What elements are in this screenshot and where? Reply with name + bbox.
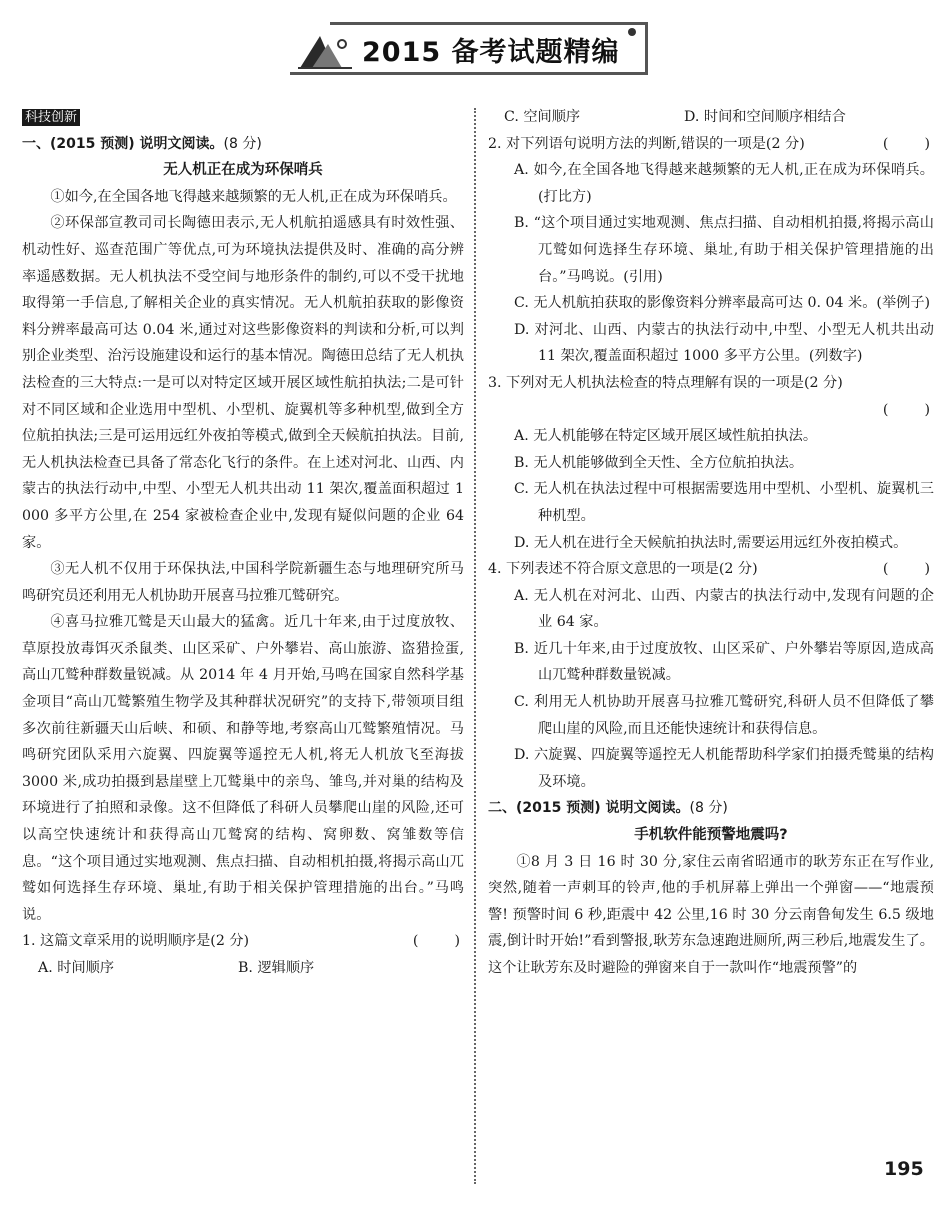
category-tag: 科技创新 <box>22 109 80 126</box>
answer-blank[interactable]: ( ) <box>882 401 930 418</box>
page-number: 195 <box>884 1158 924 1180</box>
article-paragraph: ①如今,在全国各地飞得越来越频繁的无人机,正在成为环保哨兵。 <box>50 188 457 205</box>
question-4-text: 4. 下列表述不符合原文意思的一项是(2 分) <box>488 561 758 578</box>
question-4 <box>488 556 934 583</box>
section-2-heading <box>488 795 934 822</box>
column-divider <box>474 108 476 1184</box>
page-header <box>0 0 950 80</box>
right-column <box>488 104 934 982</box>
question-1-options-row-1 <box>22 955 464 982</box>
question-3-text: 3. 下列对无人机执法检查的特点理解有误的一项是(2 分) <box>488 374 843 391</box>
section-1-title: 一、(2015 预测) 说明文阅读。 <box>22 135 224 152</box>
option-b: B. 逻辑顺序 <box>238 960 315 976</box>
article-2-title: 手机软件能预警地震吗? <box>634 827 788 844</box>
option-a: A. 时间顺序 <box>38 960 115 976</box>
question-2-option: D. 对河北、山西、内蒙古的执法行动中,中型、小型无人机共出动 11 架次,覆盖面积超过 1000 多平方公里。(列数字) <box>514 321 934 365</box>
section-1-points: (8 分) <box>223 135 262 152</box>
question-2 <box>488 131 934 158</box>
question-1-text: 1. 这篇文章采用的说明顺序是(2 分) <box>22 933 250 950</box>
question-4-option: B. 近几十年来,由于过度放牧、山区采矿、户外攀岩等原因,造成高山兀鹫种群数量锐减。 <box>514 640 934 684</box>
question-1-options-row-2 <box>488 104 934 131</box>
answer-blank[interactable]: ( ) <box>882 561 930 578</box>
left-column <box>22 104 464 982</box>
question-3-option: C. 无人机在执法过程中可根据需要选用中型机、小型机、旋翼机三种机型。 <box>514 481 934 524</box>
mountain-logo-icon <box>298 30 352 70</box>
answer-blank[interactable]: ( ) <box>882 135 930 152</box>
article-1-title: 无人机正在成为环保哨兵 <box>163 162 323 179</box>
section-2-points: (8 分) <box>689 800 728 817</box>
article-2-paragraph: ①8 月 3 日 16 时 30 分,家住云南省昭通市的耿芳东正在写作业,突然,随着一声刺耳的铃声,他的手机屏幕上弹出一个弹窗——“地震预警! 预警时间 6 秒,距震中 42 公里,16 时 30 分云南鲁甸发生 6.5 级地震,倒计时开始!”看到警报,耿芳东急速跑进厕所,两三秒后,地震发生了。这个让耿芳东及时避险的弹窗来自于一款叫作“地震预警”的 <box>488 853 934 976</box>
answer-blank[interactable]: ( ) <box>412 933 460 950</box>
section-1-heading <box>22 131 464 158</box>
question-4-option: C. 利用无人机协助开展喜马拉雅兀鹫研究,科研人员不但降低了攀爬山崖的风险,而且还能快速统计和获得信息。 <box>514 694 934 737</box>
section-2-title: 二、(2015 预测) 说明文阅读。 <box>488 800 690 817</box>
question-3-option: B. 无人机能够做到全天性、全方位航拍执法。 <box>514 454 804 471</box>
question-3 <box>488 370 934 423</box>
question-3-option: D. 无人机在进行全天候航拍执法时,需要运用远红外夜拍模式。 <box>514 534 908 551</box>
option-d: D. 时间和空间顺序相结合 <box>684 109 846 125</box>
question-2-option: B. “这个项目通过实地观测、焦点扫描、自动相机拍摄,将揭示高山兀鹫如何选择生存环境、巢址,有助于相关保护管理措施的出台。”马鸣说。(引用) <box>514 215 934 285</box>
question-4-option: D. 六旋翼、四旋翼等遥控无人机能帮助科学家们拍摄秃鹫巢的结构及环境。 <box>514 747 934 790</box>
question-2-option: C. 无人机航拍获取的影像资料分辨率最高可达 0. 04 米。(举例子) <box>514 295 931 312</box>
header-title: 2015 备考试题精编 <box>362 37 620 68</box>
article-paragraph: ②环保部宣教司司长陶德田表示,无人机航拍遥感具有时效性强、机动性好、巡查范围广等优点,可为环境执法提供及时、准确的高分辨率遥感数据。无人机执法不受空间与地形条件的制约,可以不受干扰地取得第一手信息,了解相关企业的真实情况。无人机航拍获取的影像资料分辨率最高可达 0.04 米,通过对这些影像资料的判读和分析,可以判别企业类型、治污设施建设和运行的基本情况。陶德田总结了无人机执法检查的三大特点:一是可以对特定区域开展区域性航拍执法;二是可针对不同区域和企业选用中型机、小型机、旋翼机等多种机型,做到全方位航拍执法;三是可运用远红外夜拍等模式,做到全天候航拍执法。目前,无人机执法检查已具备了常态化飞行的条件。在上述对河北、山西、内蒙古的执法行动中,中型、小型无人机共出动 11 架次,覆盖面积超过 1 000 多平方公里,在 254 家被检查企业中,发现有疑似问题的企业 64 家。 <box>22 215 464 551</box>
question-1 <box>22 928 464 955</box>
option-c: C. 空间顺序 <box>504 109 581 125</box>
question-4-option: A. 无人机在对河北、山西、内蒙古的执法行动中,发现有问题的企业 64 家。 <box>514 587 934 631</box>
question-3-option: A. 无人机能够在特定区域开展区域性航拍执法。 <box>514 428 818 445</box>
header-dot <box>628 28 636 36</box>
question-2-option: A. 如今,在全国各地飞得越来越频繁的无人机,正在成为环保哨兵。(打比方) <box>514 162 934 205</box>
article-paragraph: ④喜马拉雅兀鹫是天山最大的猛禽。近几十年来,由于过度放牧、草原投放毒饵灭杀鼠类、山区采矿、户外攀岩、高山旅游、盗猎捡蛋,高山兀鹫种群数量锐减。从 2014 年 4 月开始,马鸣在国家自然科学基金项目“高山兀鹫繁殖生物学及其种群状况研究”的支持下,带领项目组多次前往新疆天山后峡、和硕、和静等地,考察高山兀鹫繁殖情况。马鸣研究团队采用六旋翼、四旋翼等遥控无人机,将无人机放飞至海拔 3000 米,成功拍摄到悬崖壁上兀鹫巢中的亲鸟、雏鸟,并对巢的结构及环境进行了拍照和录像。这不但降低了科研人员攀爬山崖的风险,还可以高空快速统计和获得高山兀鹫窝的结构、窝卵数、窝雏数等信息。“这个项目通过实地观测、焦点扫描、自动相机拍摄,将揭示高山兀鹫如何选择生存环境、巢址,有助于相关保护管理措施的出台。”马鸣说。 <box>22 614 464 923</box>
article-paragraph: ③无人机不仅用于环保执法,中国科学院新疆生态与地理研究所马鸣研究员还利用无人机协助开展喜马拉雅兀鹫研究。 <box>22 561 464 604</box>
question-2-text: 2. 对下列语句说明方法的判断,错误的一项是(2 分) <box>488 135 805 152</box>
